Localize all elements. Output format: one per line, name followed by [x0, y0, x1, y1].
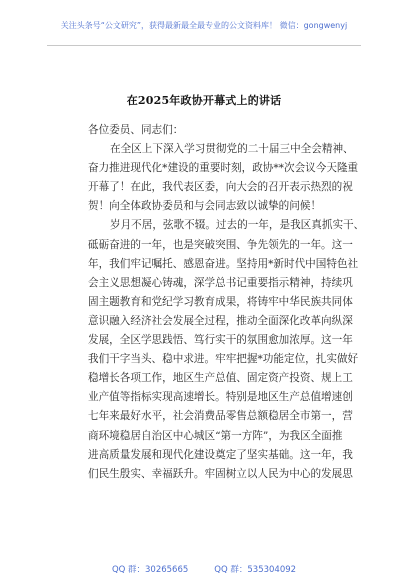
greeting: 各位委员、同志们：	[88, 124, 184, 136]
text-line: 岁月不居，弦歌不辍。过去的一年，是我区真抓实干、	[110, 219, 365, 232]
text-line: 会主义思想凝心铸魂，深学总书记重要指示精神，持续巩	[88, 276, 353, 289]
text-line: 砥砺奋进的一年，也是突破突围、争先领先的一年。这一	[88, 238, 353, 251]
text-line: 我们干字当头、稳中求进。牢牢把握*功能定位，扎实做好	[88, 353, 359, 366]
paragraph-lines	[88, 140, 365, 484]
text-line: 进高质量发展和现代化建设奠定了坚实基础。这一年，我	[88, 448, 353, 461]
text-line: 在全区上下深入学习贯彻党的二十届三中全会精神、	[110, 143, 354, 156]
text-line: 稳增长各项工作，地区生产总值、固定资产投资、规上工	[88, 372, 353, 385]
text-line: 商环境稳居自治区中心城区“第一方阵”，为我区全面推	[88, 429, 343, 442]
footer	[0, 563, 408, 575]
text-line: 们民生殷实、幸福跃升。牢固树立以人民为中心的发展思	[88, 467, 353, 480]
text-line: 发展，全区学思践悟、笃行实干的氛围愈加浓厚。这一年	[88, 334, 353, 347]
header-banner: 关注头条号“公文研究”，获得最新最全最专业的公文资料库！ 微信：gongwenyj	[60, 21, 348, 30]
text-line: 开幕了！在此，我代表区委，向大会的召开表示热烈的祝	[88, 181, 353, 194]
header-divider	[47, 45, 361, 46]
text-line: 意识融入经济社会发展全过程，推动全面深化改革向纵深	[88, 314, 353, 327]
text-line: 奋力推进现代化*建设的重要时刻，政协**次会议今天隆重	[88, 162, 359, 175]
text-line: 年，我们牢记嘱托、感恩奋进。坚持用*新时代中国特色社	[88, 257, 359, 270]
footer-qq-group-2: QQ 群：535304092	[214, 565, 297, 575]
document-title: 在2025年政协开幕式上的讲话	[126, 94, 282, 107]
text-line: 业产值等指标实现高速增长。特别是地区生产总值增速创	[88, 391, 353, 404]
footer-qq-group-1: QQ 群：30265665	[111, 565, 189, 575]
text-line: 贺！向全体政协委员和与会同志致以诚挚的问候！	[88, 200, 322, 213]
document-body	[88, 121, 365, 484]
text-line: 固主题教育和党纪学习教育成果，将铸牢中华民族共同体	[88, 295, 353, 308]
text-line: 七年来最好水平，社会消费品零售总额稳居全市第一，营	[88, 410, 353, 423]
